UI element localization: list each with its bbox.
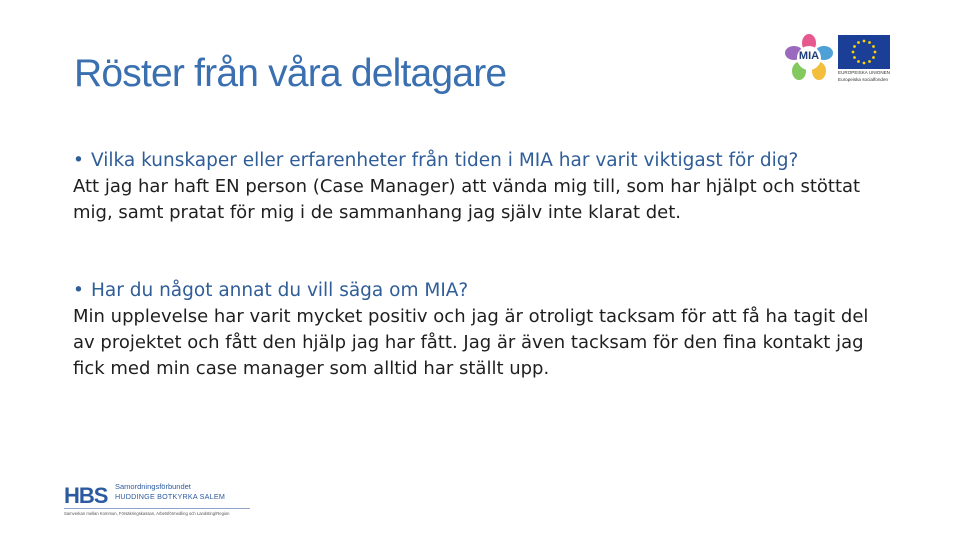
hbs-mark: HBS [64,483,108,508]
mia-logo-text: MIA [798,50,820,62]
mia-logo [783,33,835,83]
header-logos [783,33,893,83]
answer-1: Att jag har haft EN person (Case Manager) att vända mig till, som har hjälpt och stöttat mig, samt pratat för mig i de sammanhang jag själv inte klarat det. [73,176,861,223]
bullet-icon: • [73,150,84,171]
hbs-divider [64,508,250,509]
eu-flag-icon [838,35,890,69]
question-2 [73,278,883,304]
answer-2: Min upplevelse har varit mycket positiv och jag är otroligt tacksam för att få ha tagit del av projektet och fått den hjälp jag har fått. Jag är även tacksam för den fina kontakt jag fick med min case manager som alltid har ställt upp. [73,306,869,379]
hbs-org-line1: Samordningsförbundet [115,482,191,491]
hbs-org-line2: HUDDINGE BOTKYRKA SALEM [115,492,226,501]
qa-content [73,148,883,382]
question-2-text: Har du något annat du vill säga om MIA? [91,280,469,301]
question-1-text: Vilka kunskaper eller erfarenheter från tiden i MIA har varit viktigast för dig? [91,150,799,171]
eu-caption-line1: EUROPEISKA UNIONEN [838,70,890,75]
eu-caption-line2: Europeiska socialfonden [838,76,889,82]
bullet-icon: • [73,280,84,301]
hbs-tagline: Samverkan mellan Kommun, Försäkringskassan, Arbetsförmedling och Landsting/Region [64,511,230,516]
question-1 [73,148,883,174]
slide-title: Röster från våra deltagare [74,52,507,95]
hbs-logo [64,479,254,519]
eu-logo [838,35,890,83]
